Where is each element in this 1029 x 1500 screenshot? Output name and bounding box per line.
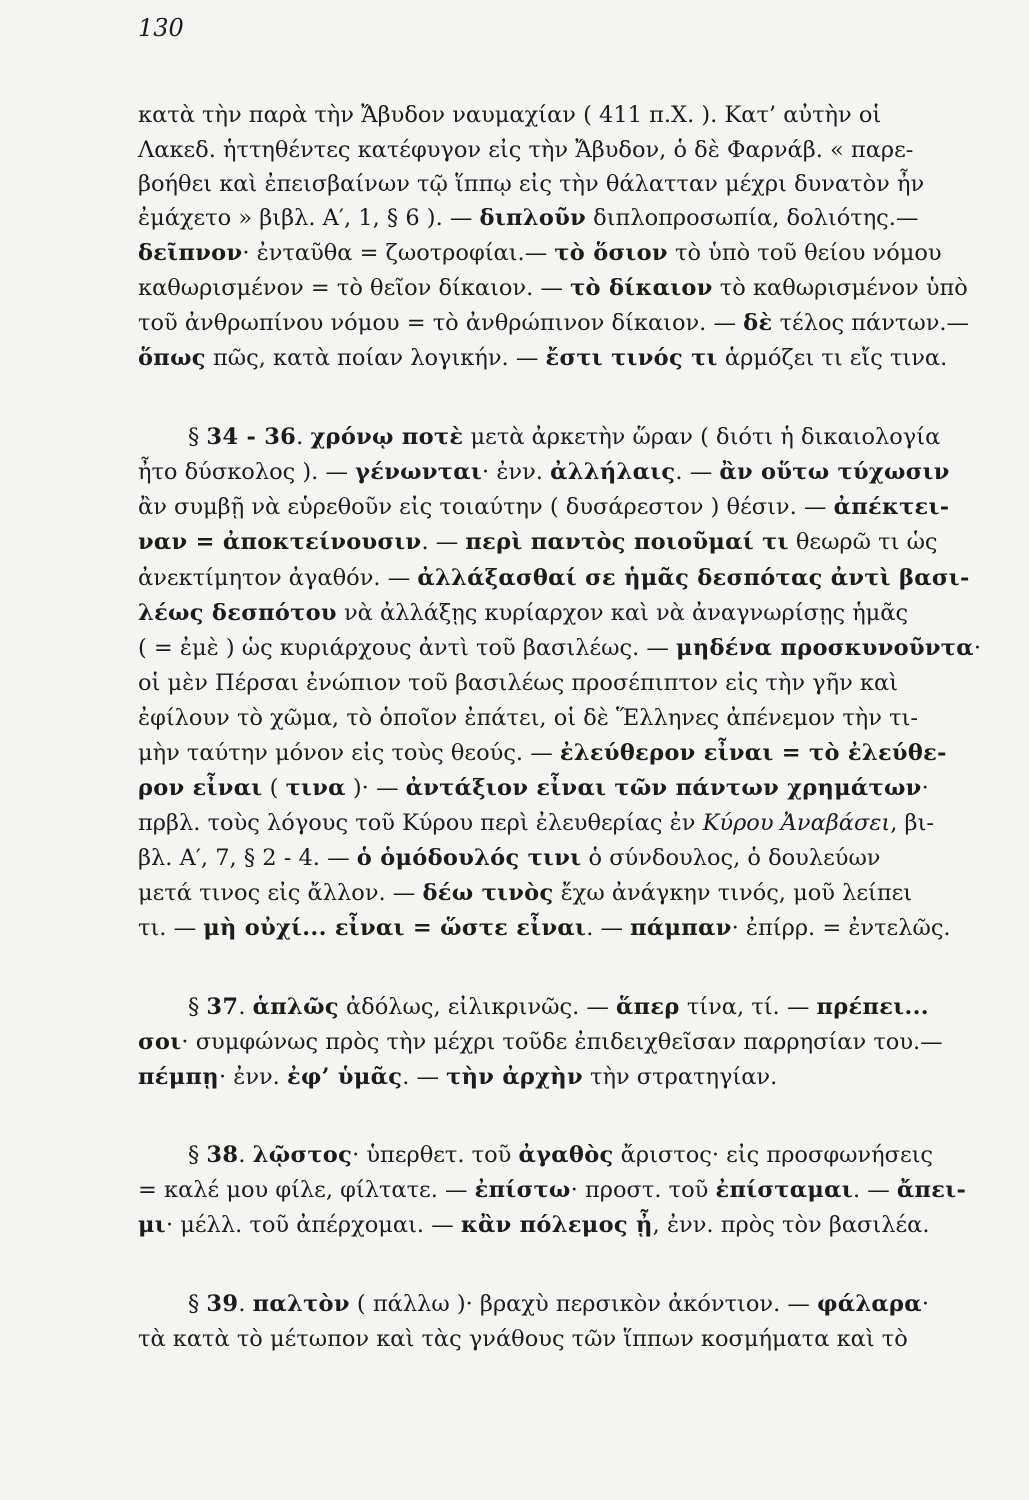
text-run: = καλέ μου φίλε, φίλτατε. — bbox=[138, 1177, 475, 1203]
text-run: μετὰ ἀρκετὴν ὥραν ( διότι ἡ δικαιολογία bbox=[463, 424, 941, 450]
bold-term: πέμπῃ bbox=[138, 1064, 219, 1090]
text-run: § bbox=[188, 1142, 207, 1168]
bold-term: τὸ δίκαιον bbox=[570, 275, 713, 301]
text-run: . — bbox=[586, 915, 631, 941]
bold-term: δέω τινὸς bbox=[422, 880, 554, 906]
text-run: · μέλλ. τοῦ ἀπέρχομαι. — bbox=[165, 1212, 461, 1238]
text-run: ἐφίλουν τὸ χῶμα, τὸ ὁποῖον ἐπάτει, οἱ δὲ Ἕλληνες ἀπένεμον τὴν τι- bbox=[138, 705, 918, 731]
text-run: ἁρμόζει τι εἴς τινα. bbox=[717, 345, 948, 371]
text-run: . bbox=[238, 994, 253, 1020]
text-run: τὰ κατὰ τὸ μέτωπον καὶ τὰς γνάθους τῶν ἵππων κοσμήματα καὶ τὸ bbox=[138, 1326, 908, 1352]
bold-term: φάλαρα bbox=[817, 1291, 922, 1317]
text-line bbox=[138, 238, 994, 268]
text-run: · ἐνταῦθα = ζωοτροφίαι.— bbox=[242, 240, 555, 266]
text-run: § bbox=[188, 994, 207, 1020]
bold-term: λῷστος bbox=[252, 1142, 353, 1168]
text-line bbox=[138, 1027, 994, 1057]
text-line bbox=[138, 1175, 994, 1205]
text-run: ἔχω ἀνάγκην τινός, μοῦ λείπει bbox=[553, 880, 913, 906]
text-line bbox=[188, 1140, 1029, 1170]
text-run: · συμφώνως πρὸς τὴν μέχρι τοῦδε ἐπιδειχθεῖσαν παρρησίαν του.— bbox=[181, 1029, 943, 1055]
text-run: ἂν συμβῇ νὰ εὑρεθοῦν εἰς τοιαύτην ( δυσάρεστον ) θέσιν. — bbox=[138, 494, 834, 520]
bold-term: ἂν οὕτω τύχωσιν bbox=[719, 459, 950, 485]
text-line bbox=[138, 135, 994, 165]
text-run: κατὰ τὴν παρὰ τὴν Ἄβυδον ναυμαχίαν ( 411 π.Χ. ). Κατ’ αὐτὴν οἱ bbox=[138, 102, 882, 128]
bold-term: λέως δεσπότου bbox=[138, 600, 337, 626]
bold-term: ἐλεύθερον εἶναι = τὸ ἐλεύθε- bbox=[559, 740, 947, 766]
text-run: τέλος πάντων.— bbox=[772, 310, 970, 336]
bold-term: χρόνῳ ποτὲ bbox=[310, 424, 464, 450]
text-run: πῶς, κατὰ ποίαν λογικήν. — bbox=[205, 345, 546, 371]
bold-term: ὅπως bbox=[138, 345, 206, 371]
bold-term: διπλοῦν bbox=[479, 205, 587, 231]
text-line bbox=[138, 773, 994, 803]
text-run: πρβλ. τοὺς λόγους τοῦ Κύρου περὶ ἐλευθερίας ἐν bbox=[138, 810, 703, 836]
bold-term: ἀπέκτει- bbox=[833, 494, 950, 520]
text-run: ἀδόλως, εἰλικρινῶς. — bbox=[338, 994, 617, 1020]
text-run: ( πάλλω )· βραχὺ περσικὸν ἀκόντιον. — bbox=[349, 1291, 818, 1317]
text-line bbox=[138, 598, 994, 628]
text-line bbox=[138, 203, 994, 233]
text-run: § bbox=[188, 1291, 207, 1317]
bold-term: τὴν ἀρχὴν bbox=[446, 1064, 583, 1090]
bold-term: ὁ ὁμόδουλός τινι bbox=[356, 845, 582, 871]
text-run: · bbox=[973, 635, 981, 661]
text-line bbox=[138, 100, 994, 130]
text-run: · ἐπίρρ. = ἐντελῶς. bbox=[731, 915, 951, 941]
text-line bbox=[138, 738, 994, 768]
text-run: βοήθει καὶ ἐπεισβαίνων τῷ ἵππῳ εἰς τὴν θάλατταν μέχρι δυνατὸν ἦν bbox=[138, 171, 925, 197]
bold-term: γένωνται bbox=[355, 459, 483, 485]
bold-term: δὲ bbox=[743, 310, 773, 336]
text-line bbox=[138, 878, 994, 908]
text-run: τὴν στρατηγίαν. bbox=[582, 1064, 778, 1090]
text-line bbox=[138, 492, 994, 522]
bold-term: μι bbox=[138, 1212, 166, 1238]
bold-term: ρον εἶναι bbox=[138, 775, 263, 801]
text-run: τὸ καθωρισμένον ὑπὸ bbox=[712, 275, 968, 301]
text-run: καθωρισμένον = τὸ θεῖον δίκαιον. — bbox=[138, 275, 571, 301]
bold-term: τὸ ὅσιον bbox=[554, 240, 668, 266]
bold-term: ἔστι τινός τι bbox=[545, 345, 718, 371]
text-run: μετά τινος εἰς ἄλλον. — bbox=[138, 880, 423, 906]
text-line bbox=[138, 843, 994, 873]
text-run: . — bbox=[675, 459, 720, 485]
text-run: τὸ ὑπὸ τοῦ θείου νόμου bbox=[667, 240, 942, 266]
bold-term: ἄπει- bbox=[896, 1177, 967, 1203]
bold-term: πρέπει... bbox=[816, 994, 929, 1020]
text-run: ἄριστος· εἰς προσφωνήσεις bbox=[613, 1142, 934, 1168]
text-line bbox=[188, 1289, 1029, 1319]
text-line bbox=[138, 913, 994, 943]
text-run: , βι- bbox=[890, 810, 934, 836]
text-run: · ἐνν. bbox=[482, 459, 551, 485]
bold-term: περὶ παντὸς ποιοῦμαί τι bbox=[465, 529, 789, 555]
text-run: βλ. Α′, 7, § 2 - 4. — bbox=[138, 845, 357, 871]
text-run: θεωρῶ τι ὡς bbox=[788, 529, 938, 555]
bold-term: παλτὸν bbox=[252, 1291, 350, 1317]
bold-term: ἁπλῶς bbox=[252, 994, 339, 1020]
bold-term: μὴ οὐχί... εἶναι = ὥστε εἶναι bbox=[203, 915, 587, 941]
bold-term: ἐπίστω bbox=[474, 1177, 571, 1203]
text-line bbox=[188, 992, 1029, 1022]
text-line bbox=[138, 633, 994, 663]
bold-term: ἀγαθὸς bbox=[518, 1142, 614, 1168]
text-run: . bbox=[296, 424, 311, 450]
text-run: οἱ μὲν Πέρσαι ἐνώπιον τοῦ βασιλέως προσέπιπτον εἰς τὴν γῆν καὶ bbox=[138, 670, 899, 696]
bold-term: τινα bbox=[285, 775, 346, 801]
text-run: . — bbox=[852, 1177, 897, 1203]
text-run: · ὑπερθετ. τοῦ bbox=[352, 1142, 519, 1168]
text-run: , ἐνν. πρὸς τὸν βασιλέα. bbox=[652, 1212, 930, 1238]
text-line bbox=[138, 668, 994, 698]
text-line bbox=[138, 273, 994, 303]
page-number: 130 bbox=[138, 14, 184, 42]
bold-term: κἂν πόλεμος ᾖ bbox=[460, 1212, 653, 1238]
text-run: ( bbox=[262, 775, 286, 801]
text-line bbox=[188, 422, 1029, 452]
bold-term: 38 bbox=[206, 1142, 239, 1168]
text-line bbox=[138, 169, 994, 199]
text-run: ὁ σύνδουλος, ὁ δουλεύων bbox=[581, 845, 881, 871]
text-run: ἦτο δύσκολος ). — bbox=[138, 459, 356, 485]
bold-term: ἀλλάξασθαί σε ἡμᾶς δεσπότας ἀντὶ βασι- bbox=[417, 565, 970, 591]
text-line bbox=[138, 563, 994, 593]
text-run: ἀνεκτίμητον ἀγαθόν. — bbox=[138, 565, 418, 591]
bold-term: δεῖπνον bbox=[138, 240, 243, 266]
text-run: τίνα, τί. — bbox=[679, 994, 817, 1020]
text-line bbox=[138, 808, 994, 838]
bold-term: ἀντάξιον εἶναι τῶν πάντων χρημάτων bbox=[405, 775, 922, 801]
text-line bbox=[138, 1062, 994, 1092]
bold-term: 37 bbox=[206, 994, 239, 1020]
text-run: Λακεδ. ἡττηθέντες κατέφυγον εἰς τὴν Ἄβυδον, ὁ δὲ Φαρνάβ. « παρε- bbox=[138, 137, 914, 163]
text-run: τι. — bbox=[138, 915, 204, 941]
text-line bbox=[138, 308, 994, 338]
text-run: . — bbox=[402, 1064, 447, 1090]
text-line bbox=[138, 1210, 994, 1240]
text-line bbox=[138, 1324, 994, 1354]
bold-term: 34 - 36 bbox=[206, 424, 297, 450]
text-run: · προστ. τοῦ bbox=[570, 1177, 716, 1203]
italic-term: Κύρου Ἀναβάσει bbox=[702, 810, 891, 836]
text-run: . bbox=[238, 1142, 253, 1168]
bold-term: ἀλλήλαις bbox=[550, 459, 676, 485]
bold-term: ἐπίσταμαι bbox=[715, 1177, 853, 1203]
text-run: μὴν ταύτην μόνον εἰς τοὺς θεούς. — bbox=[138, 740, 560, 766]
bold-term: ναν = ἀποκτείνουσιν bbox=[138, 529, 422, 555]
text-run: ( = ἐμὲ ) ὡς κυριάρχους ἀντὶ τοῦ βασιλέως. — bbox=[138, 635, 677, 661]
text-line bbox=[138, 343, 994, 373]
text-run: . bbox=[238, 1291, 253, 1317]
text-run: διπλοπροσωπία, δολιότης.— bbox=[586, 205, 919, 231]
bold-term: πάμπαν bbox=[630, 915, 732, 941]
text-run: · bbox=[921, 1291, 930, 1317]
bold-term: μηδένα προσκυνοῦντα bbox=[676, 635, 974, 661]
text-run: )· — bbox=[345, 775, 406, 801]
bold-term: ἐφ’ ὑμᾶς bbox=[287, 1064, 403, 1090]
text-run: · bbox=[921, 775, 929, 801]
text-run: νὰ ἀλλάξῃς κυρίαρχον καὶ νὰ ἀναγνωρίσῃς ἡμᾶς bbox=[336, 600, 909, 626]
text-run: τοῦ ἀνθρωπίνου νόμου = τὸ ἀνθρώπινον δίκαιον. — bbox=[138, 310, 744, 336]
bold-term: σοι bbox=[138, 1029, 182, 1055]
bold-term: 39 bbox=[206, 1291, 239, 1317]
text-line bbox=[138, 703, 994, 733]
text-run: . — bbox=[421, 529, 466, 555]
text-run: · ἐνν. bbox=[218, 1064, 287, 1090]
text-line bbox=[138, 457, 994, 487]
text-line bbox=[138, 527, 994, 557]
text-run: ἐμάχετο » βιβλ. Α′, 1, § 6 ). — bbox=[138, 205, 480, 231]
text-run: § bbox=[188, 424, 207, 450]
bold-term: ἅπερ bbox=[616, 994, 680, 1020]
